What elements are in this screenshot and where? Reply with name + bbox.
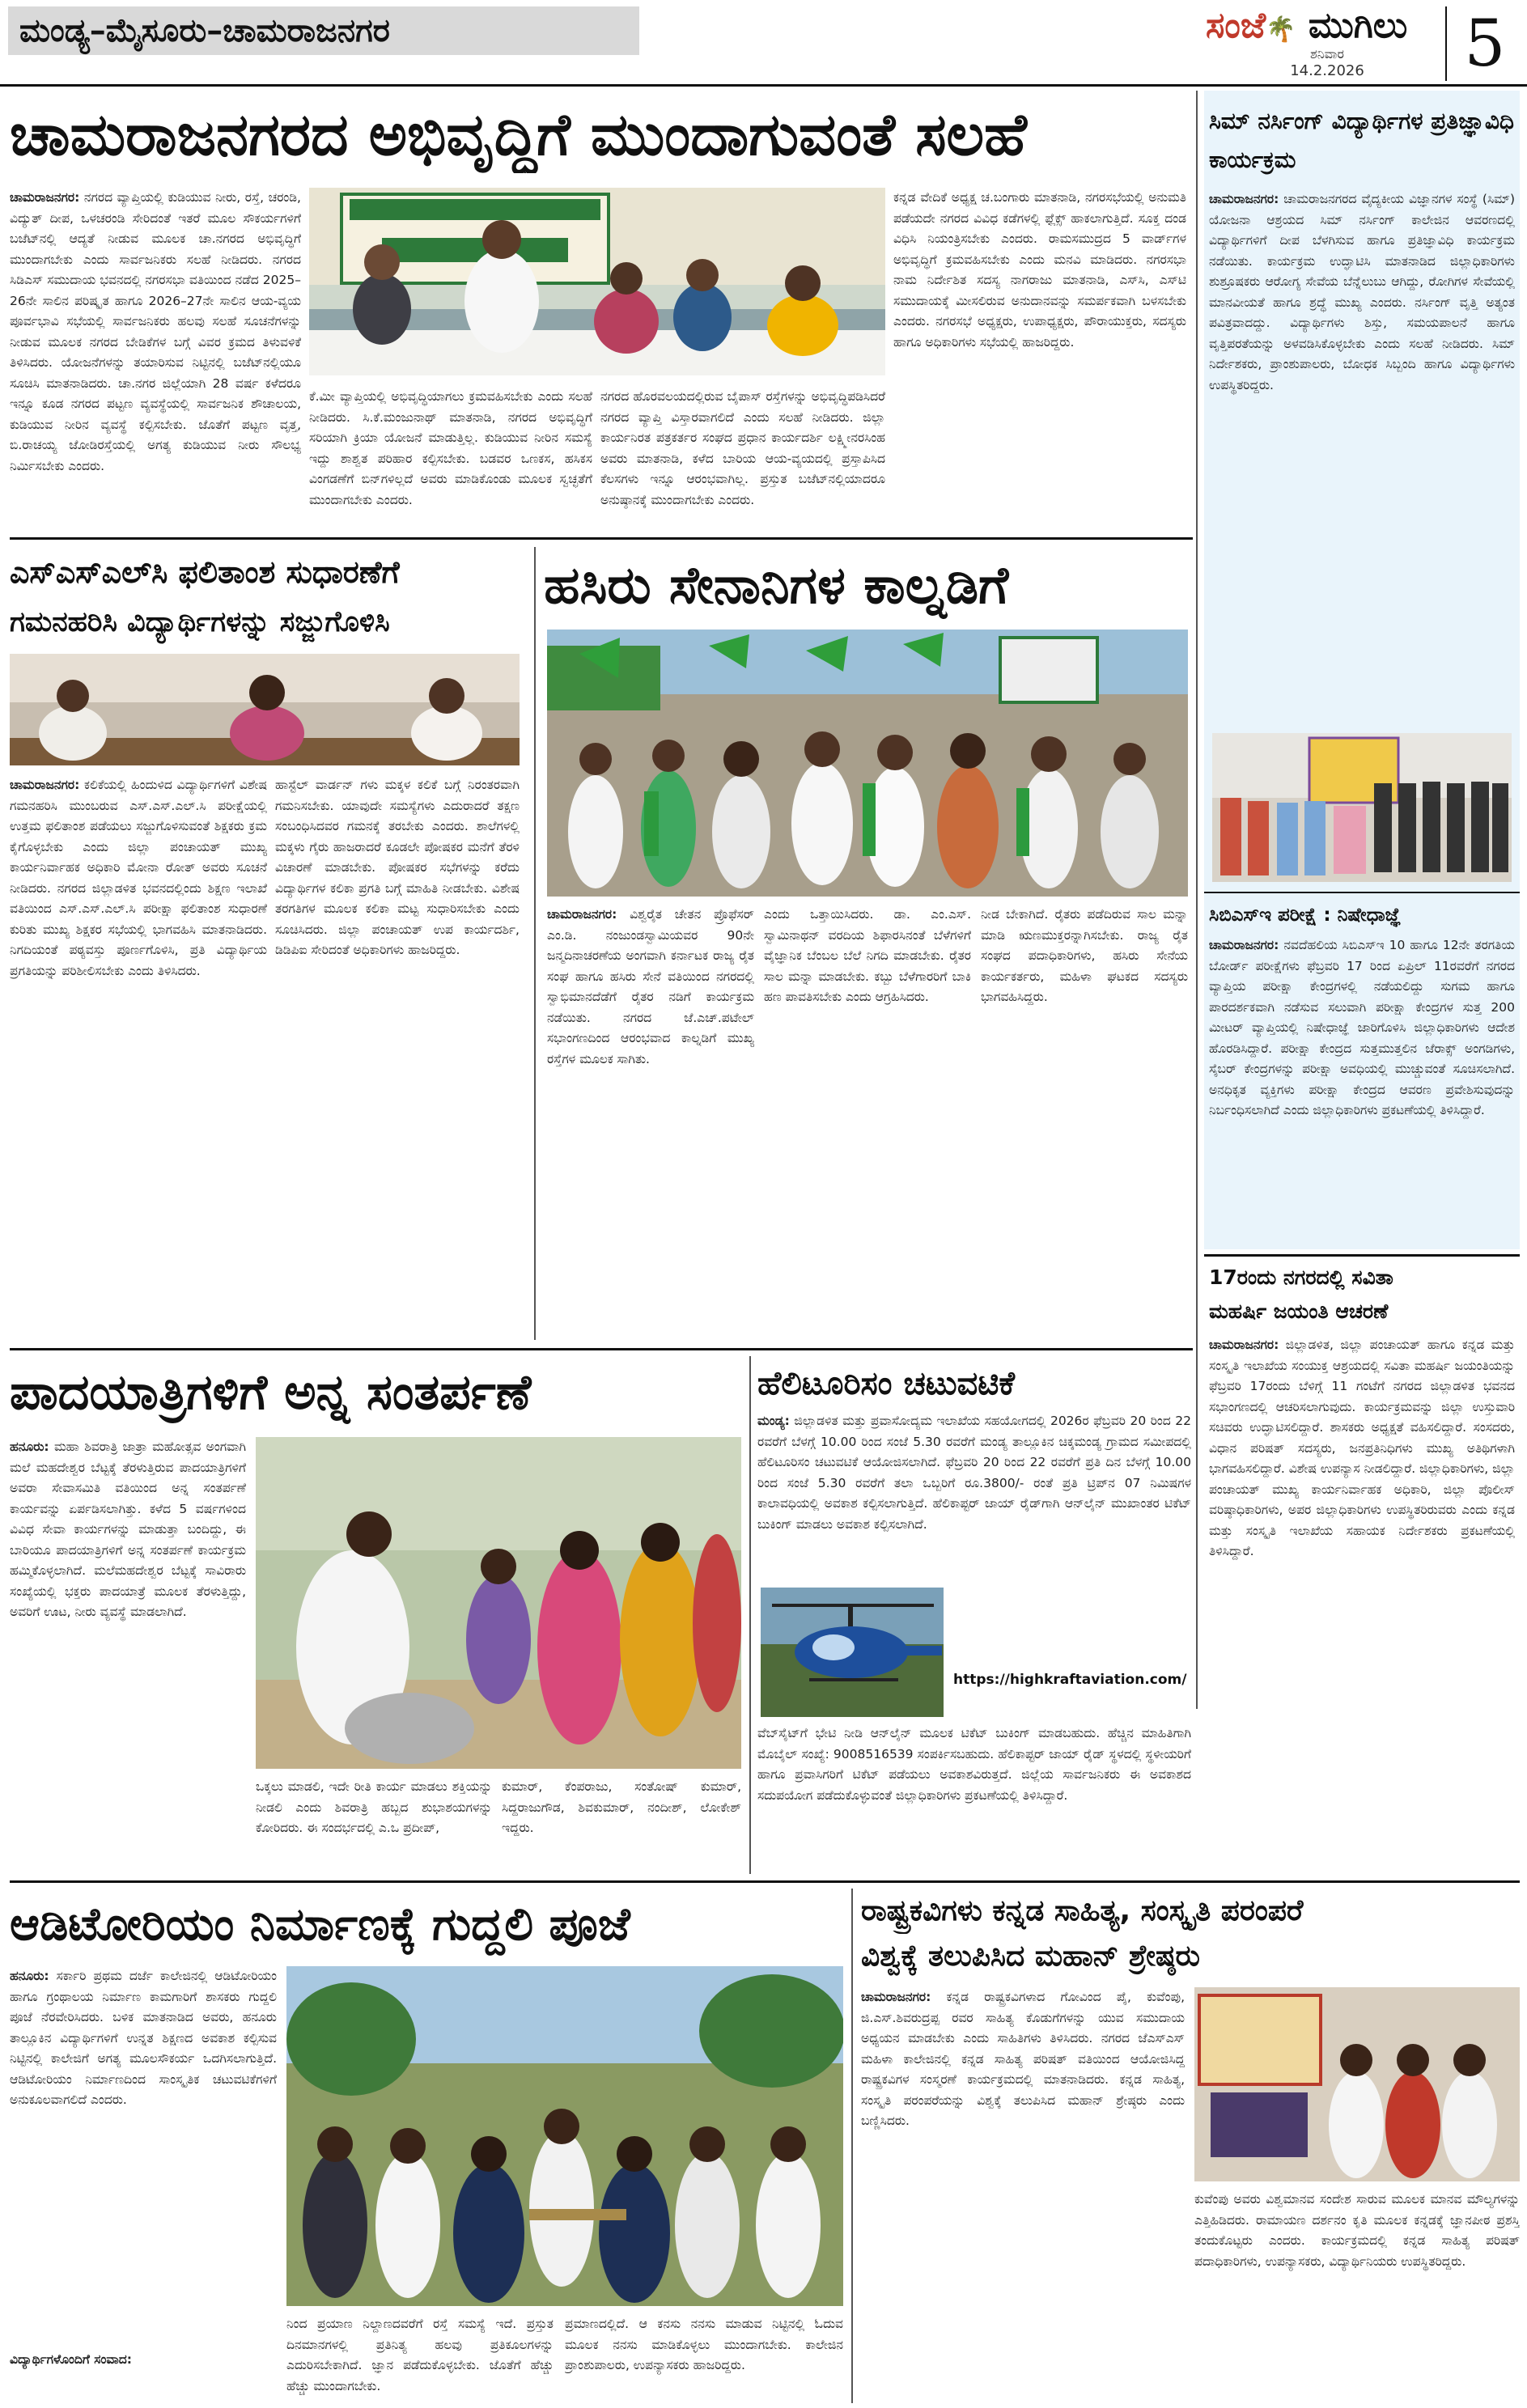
article-a8-body2 — [952, 1588, 1191, 1668]
article-a2-col1 — [10, 775, 267, 1342]
photo-a9 — [286, 1966, 843, 2306]
article-a9-col1 — [10, 1966, 277, 2347]
article-a10-text1: ಕನ್ನಡ ರಾಷ್ಟ್ರಕವಿಗಳಾದ ಗೋವಿಂದ ಪೈ, ಕುವೆಂಪು, ಜಿ.ಎಸ್.ಶಿವರುದ್ರಪ್ಪ ರವರ ಸಾಹಿತ್ಯ ಕೊಡುಗೆಗಳನ್ನು ಯುವ ಸಮುದಾಯ ಅಧ್ಯಯನ ಮಾಡಬೇಕು ಎಂದು ಸಾಹಿತಿಗಳು ತಿಳಿಸಿದರು. ನಗರದ ಜೆಎಸ್‌ಎಸ್ ಮಹಿಳಾ ಕಾಲೇಜಿನಲ್ಲಿ ಕನ್ನಡ ಸಾಹಿತ್ಯ ಪರಿಷತ್ ವತಿಯಿಂದ ಆಯೋಜಿಸಿದ್ದ ರಾಷ್ಟ್ರಕವಿಗಳ ಸಂಸ್ಮರಣೆ ಕಾರ್ಯಕ್ರಮದಲ್ಲಿ ಮಾತನಾಡಿದರು. ಕನ್ನಡ ಸಾಹಿತ್ಯ, ಸಂಸ್ಕೃತಿ ಪರಂಪರೆಯನ್ನು ವಿಶ್ವಕ್ಕೆ ತಲುಪಿಸಿದ ಮಹಾನ್ ಶ್ರೇಷ್ಠರು ಎಂದು ಬಣ್ಣಿಸಿದರು. — [861, 1990, 1185, 2128]
dateline-a7: ಹನೂರು: — [10, 1439, 49, 1454]
logo-part1: ಸಂಜೆ — [1206, 5, 1266, 46]
article-a1-col1 — [10, 188, 301, 532]
article-a5-text: ನವದೆಹಲಿಯ ಸಿಬಿಎಸ್‌ಇ 10 ಹಾಗೂ 12ನೇ ತರಗತಿಯ ಬೋರ್ಡ್ ಪರೀಕ್ಷೆಗಳು ಫೆಬ್ರವರಿ 17 ರಿಂದ ಏಪ್ರಿಲ್ 11ರವರೆಗೆ ನಗರದ ವ್ಯಾಪ್ತಿಯ ಪರೀಕ್ಷಾ ಕೇಂದ್ರಗಳಲ್ಲಿ ನಡೆಯಲಿದ್ದು ಸುಗಮ ಹಾಗೂ ಪಾರದರ್ಶಕವಾಗಿ ನಡೆಸುವ ಸಲುವಾಗಿ ಪರೀಕ್ಷಾ ಕೇಂದ್ರಗಳ ಸುತ್ತ 200 ಮೀಟರ್ ವ್ಯಾಪ್ತಿಯಲ್ಲಿ ನಿಷೇಧಾಜ್ಞೆ ಜಾರಿಗೊಳಿಸಿ ಜಿಲ್ಲಾಧಿಕಾರಿಗಳು ಆದೇಶ ಹೊರಡಿಸಿದ್ದಾರೆ. ಪರೀಕ್ಷಾ ಕೇಂದ್ರದ ಸುತ್ತಮುತ್ತಲಿನ ಜೆರಾಕ್ಸ್ ಅಂಗಡಿಗಳು, ಸೈಬರ್ ಕೇಂದ್ರಗಳನ್ನು ಪರೀಕ್ಷಾ ಅವಧಿಯಲ್ಲಿ ಮುಚ್ಚುವಂತೆ ಸೂಚಿಸಲಾಗಿದೆ. ಅನಧಿಕೃತ ವ್ಯಕ್ತಿಗಳು ಪರೀಕ್ಷಾ ಕೇಂದ್ರದ ಆವರಣ ಪ್ರವೇಶಿಸುವುದನ್ನು ನಿರ್ಬಂಧಿಸಲಾಗಿದೆ ಎಂದು ಜಿಲ್ಲಾಧಿಕಾರಿಗಳು ಪ್ರಕಟಣೆಯಲ್ಲಿ ತಿಳಿಸಿದ್ದಾರೆ. — [1209, 938, 1515, 1117]
article-a8-url[interactable]: https://highkraftaviation.com/ — [953, 1672, 1187, 1688]
dateline-a10: ಚಾಮರಾಜನಗರ: — [861, 1990, 931, 2004]
article-a7-col3: ಕುಮಾರ್, ಕೆಂಪರಾಜು, ಸಂತೋಷ್ ಕುಮಾರ್, ಸಿದ್ದರಾಜುಗೌಡ, ಶಿವಕುಮಾರ್, ನಂದೀಶ್, ಲೋಕೇಶ್ ಇದ್ದರು. — [502, 1779, 741, 1835]
photo-a8 — [761, 1588, 944, 1717]
article-a2-col2: ಹಾಸ್ಟೆಲ್ ವಾರ್ಡನ್ ಗಳು ಮಕ್ಕಳ ಕಲಿಕೆ ಬಗ್ಗೆ ನಿರಂತರವಾಗಿ ಗಮನಿಸಬೇಕು. ಯಾವುದೇ ಸಮಸ್ಯೆಗಳು ಎದುರಾದರೆ ತಕ್ಷಣ ಸಂಬಂಧಿಸಿದವರ ಗಮನಕ್ಕೆ ತರಬೇಕು ಎಂದರು. ಶಾಲೆಗಳಲ್ಲಿ ಮಕ್ಕಳು ಗೈರು ಹಾಜರಾದರೆ ಕೂಡಲೇ ಪೋಷಕರ ಮನೆಗೆ ತೆರಳಿ ವಿಚಾರಣೆ ಮಾಡಬೇಕು. ಪೋಷಕರ ಸಭೆಗಳನ್ನು ಕರೆದು ವಿದ್ಯಾರ್ಥಿಗಳ ಕಲಿಕಾ ಪ್ರಗತಿ ಬಗ್ಗೆ ಮಾಹಿತಿ ನೀಡಬೇಕು. ವಿಶೇಷ ತರಗತಿಗಳ ಮೂಲಕ ಕಲಿಕಾ ಮಟ್ಟ ಸುಧಾರಿಸಬೇಕು ಎಂದು ಸೂಚಿಸಿದರು. ಜಿಲ್ಲಾ ಪಂಚಾಯತ್ ಉಪ ಕಾರ್ಯದರ್ಶಿ, ಡಿಡಿಪಿಐ ಸೇರಿದಂತೆ ಅಧಿಕಾರಿಗಳು ಹಾಜರಿದ್ದರು. — [275, 778, 520, 957]
article-a8-text: ಜಿಲ್ಲಾಡಳಿತ ಮತ್ತು ಪ್ರವಾಸೋದ್ಯಮ ಇಲಾಖೆಯ ಸಹಯೋಗದಲ್ಲಿ 2026ರ ಫೆಬ್ರವರಿ 20 ರಿಂದ 22 ರವರೆಗೆ ಬೆಳಗ್ಗೆ 10.00 ರಿಂದ ಸಂಜೆ 5.30 ರವರೆಗೆ ಮಂಡ್ಯ ತಾಲ್ಲೂಕಿನ ಚಿಕ್ಕಮಂಡ್ಯ ಗ್ರಾಮದ ಸಮೀಪದಲ್ಲಿ ಹೆಲಿಟೂರಿಸಂ ಚಟುವಟಿಕೆ ಆಯೋಜಿಸಲಾಗಿದೆ. ಫೆಬ್ರವರಿ 20 ರಿಂದ 22 ರವರೆಗೆ ಪ್ರತಿ ದಿನ ಬೆಳಗ್ಗೆ 10.00 ರಿಂದ ಸಂಜೆ 5.30 ರವರೆಗೆ ತಲಾ ಒಬ್ಬರಿಗೆ ರೂ.3800/- ರಂತೆ ಪ್ರತಿ ಟ್ರಿಪ್‌ನ 07 ನಿಮಿಷಗಳ ಕಾಲಾವಧಿಯಲ್ಲಿ ಅವಕಾಶ ಕಲ್ಪಿಸಲಾಗುತ್ತಿದೆ. ಹೆಲಿಕಾಪ್ಟರ್ ಜಾಯ್ ರೈಡ್‌ಗಾಗಿ ಆನ್‌ಲೈನ್ ಮುಖಾಂತರ ಟಿಕೆಟ್ ಬುಕಿಂಗ್ ಮಾಡಲು ಅವಕಾಶ ಕಲ್ಪಿಸಲಾಗಿದೆ. — [757, 1414, 1191, 1532]
dateline-a3: ಚಾಮರಾಜನಗರ: — [547, 907, 617, 922]
article-a6-text: ಜಿಲ್ಲಾಡಳಿತ, ಜಿಲ್ಲಾ ಪಂಚಾಯತ್ ಹಾಗೂ ಕನ್ನಡ ಮತ್ತು ಸಂಸ್ಕೃತಿ ಇಲಾಖೆಯ ಸಂಯುಕ್ತ ಆಶ್ರಯದಲ್ಲಿ ಸವಿತಾ ಮಹರ್ಷಿ ಜಯಂತಿಯನ್ನು ಫೆಬ್ರವರಿ 17ರಂದು ಬೆಳಿಗ್ಗೆ 11 ಗಂಟೆಗೆ ನಗರದ ಜಿಲ್ಲಾಡಳಿತ ಭವನದ ಸಭಾಂಗಣದಲ್ಲಿ ಆಚರಿಸಲಾಗುವುದು. ಕಾರ್ಯಕ್ರಮವನ್ನು ಜಿಲ್ಲಾ ಉಸ್ತುವಾರಿ ಸಚಿವರು ಉದ್ಘಾಟಿಸಲಿದ್ದಾರೆ. ಶಾಸಕರು ಅಧ್ಯಕ್ಷತೆ ವಹಿಸಲಿದ್ದಾರೆ. ಸಂಸದರು, ವಿಧಾನ ಪರಿಷತ್ ಸದಸ್ಯರು, ಜನಪ್ರತಿನಿಧಿಗಳು ಮುಖ್ಯ ಅತಿಥಿಗಳಾಗಿ ಭಾಗವಹಿಸಲಿದ್ದಾರೆ. ವಿಶೇಷ ಉಪನ್ಯಾಸ ನೀಡಲಿದ್ದಾರೆ. ಜಿಲ್ಲಾಧಿಕಾರಿಗಳು, ಜಿಲ್ಲಾ ಪಂಚಾಯತ್ ಮುಖ್ಯ ಕಾರ್ಯನಿರ್ವಾಹಕ ಅಧಿಕಾರಿ, ಜಿಲ್ಲಾ ಪೊಲೀಸ್ ವರಿಷ್ಠಾಧಿಕಾರಿಗಳು, ಅಪರ ಜಿಲ್ಲಾಧಿಕಾರಿಗಳು ಉಪಸ್ಥಿತರಿರುವರು ಎಂದು ಕನ್ನಡ ಮತ್ತು ಸಂಸ್ಕೃತಿ ಇಲಾಖೆಯ ಸಹಾಯಕ ನಿರ್ದೇಶಕರು ಪ್ರಕಟಣೆಯಲ್ಲಿ ತಿಳಿಸಿದ್ದಾರೆ. — [1209, 1338, 1515, 1558]
headline-a2-line2: ಗಮನಹರಿಸಿ ವಿದ್ಯಾರ್ಥಿಗಳನ್ನು ಸಜ್ಜುಗೊಳಿಸಿ — [10, 606, 390, 638]
headline-a1: ಚಾಮರಾಜನಗರದ ಅಭಿವೃದ್ಧಿಗೆ ಮುಂದಾಗುವಂತೆ ಸಲಹೆ — [10, 100, 1027, 168]
newspaper-logo — [1206, 5, 1449, 46]
headline-a2-line1: ಎಸ್‌ಎಸ್‌ಎಲ್‌ಸಿ ಫಲಿತಾಂಶ ಸುಧಾರಣೆಗೆ — [10, 554, 400, 590]
headline-a8: ಹೆಲಿಟೂರಿಸಂ ಚಟುವಟಿಕೆ — [757, 1365, 1016, 1402]
photo-a4 — [1212, 733, 1512, 882]
headline-a6-line2: ಮಹರ್ಷಿ ಜಯಂತಿ ಆಚರಣೆ — [1209, 1299, 1389, 1323]
article-a7-text1: ಮಹಾ ಶಿವರಾತ್ರಿ ಜಾತ್ರಾ ಮಹೋತ್ಸವ ಅಂಗವಾಗಿ ಮಲೆ ಮಹದೇಶ್ವರ ಬೆಟ್ಟಕ್ಕೆ ತೆರಳುತ್ತಿರುವ ಪಾದಯಾತ್ರಿಗಳಿಗೆ ಅವರಾ ಸೇವಾಸಮಿತಿ ವತಿಯಿಂದ ಅನ್ನ ಸಂತರ್ಪಣೆ ಕಾರ್ಯವನ್ನು ಏರ್ಪಡಿಸಲಾಗಿತ್ತು. ಕಳೆದ 5 ವರ್ಷಗಳಿಂದ ವಿವಿಧ ಸೇವಾ ಕಾರ್ಯಗಳನ್ನು ಮಾಡುತ್ತಾ ಬಂದಿದ್ದು, ಈ ಬಾರಿಯೂ ಪಾದಯಾತ್ರಿಗಳಿಗೆ ಅನ್ನ ಸಂತರ್ಪಣೆ ಕಾರ್ಯಕ್ರಮ ಹಮ್ಮಿಕೊಳ್ಳಲಾಗಿದೆ. ಮಲೆಮಹದೇಶ್ವರ ಬೆಟ್ಟಕ್ಕೆ ಸಾವಿರಾರು ಸಂಖ್ಯೆಯಲ್ಲಿ ಭಕ್ತರು ಪಾದಯಾತ್ರೆ ಮೂಲಕ ತೆರಳುತ್ತಿದ್ದು, ಅವರಿಗೆ ಊಟ, ನೀರು ವ್ಯವಸ್ಥೆ ಮಾಡಲಾಗಿದೆ. — [10, 1439, 246, 1619]
headline-a7: ಪಾದಯಾತ್ರಿಗಳಿಗೆ ಅನ್ನ ಸಂತರ್ಪಣೆ — [10, 1364, 532, 1421]
article-a1-col2: ಕೆ.ಮೀ ವ್ಯಾಪ್ತಿಯಲ್ಲಿ ಅಭಿವೃದ್ಧಿಯಾಗಲು ಕ್ರಮವಹಿಸಬೇಕು ಎಂದು ಸಲಹೆ ನೀಡಿದರು. ಸಿ.ಕೆ.ಮಂಜುನಾಥ್ ಮಾತನಾಡಿ, ನಗರದ ಅಭಿವೃದ್ಧಿಗೆ ಸರಿಯಾಗಿ ಕ್ರಿಯಾ ಯೋಜನೆ ಮಾಡುತ್ತಿಲ್ಲ. ಕುಡಿಯುವ ನೀರಿನ ಸಮಸ್ಯೆ ಇದ್ದು ಶಾಶ್ವತ ಪರಿಹಾರ ಕಲ್ಪಿಸಬೇಕು. ಬಡವರ ಒಣಕಸ, ಹಸಿಕಸ ವಿಂಗಡಣೆಗೆ ಬಿನ್‌ಗಳಿಲ್ಲದೆ ಅವರು ಮಾಡಿಕೊಂಡು ಮೂಲಕ ಸ್ವಚ್ಛತೆಗೆ ಮುಂದಾಗಬೇಕು ಎಂದರು. — [309, 389, 592, 507]
dateline-a2: ಚಾಮರಾಜನಗರ: — [10, 778, 80, 792]
dateline-a9: ಹನೂರು: — [10, 1969, 49, 1983]
article-a3-text1: ವಿಶ್ವರೈತ ಚೇತನ ಪ್ರೊಫೆಸರ್ ಎಂ.ಡಿ. ನಂಜುಂಡಸ್ವಾಮಿಯವರ 90ನೇ ಜನ್ಮದಿನಾಚರಣೆಯ ಅಂಗವಾಗಿ ಕರ್ನಾಟಕ ರಾಜ್ಯ ರೈತ ಸಂಘ ಹಾಗೂ ಹಸಿರು ಸೇನೆ ವತಿಯಿಂದ ನಗರದಲ್ಲಿ ಸ್ವಾಭಿಮಾನದೆಡೆಗೆ ರೈತರ ನಡಿಗೆ ಕಾರ್ಯಕ್ರಮ ನಡೆಯಿತು. ನಗರದ ಜೆ.ಎಚ್.ಪಟೇಲ್ ಸಭಾಂಗಣದಿಂದ ಆರಂಭವಾದ ಕಾಲ್ನಡಿಗೆ ಮುಖ್ಯ ರಸ್ತೆಗಳ ಮೂಲಕ ಸಾಗಿತು. — [547, 907, 754, 1066]
article-a3-col1 — [547, 905, 754, 1342]
article-a9-col3: ಪ್ರಮಾಣದಲ್ಲಿದೆ. ಆ ಕನಸು ನನಸು ಮಾಡುವ ನಿಟ್ಟಿನಲ್ಲಿ ಓದುವ ಮೂಲಕ ನನಸು ಮಾಡಿಕೊಳ್ಳಲು ಮುಂದಾಗಬೇಕು. ಕಾಲೇಜಿನ ಪ್ರಾಂಶುಪಾಲರು, ಉಪನ್ಯಾಸಕರು ಹಾಜರಿದ್ದರು. — [565, 2317, 843, 2372]
headline-a6-line1: 17ರಂದು ನಗರದಲ್ಲಿ ಸವಿತಾ — [1209, 1265, 1393, 1289]
section-label: ಮಂಡ್ಯ–ಮೈಸೂರು–ಚಾಮರಾಜನಗರ — [8, 6, 639, 55]
article-a2-text1: ಕಲಿಕೆಯಲ್ಲಿ ಹಿಂದುಳಿದ ವಿದ್ಯಾರ್ಥಿಗಳಿಗೆ ವಿಶೇಷ ಗಮನಹರಿಸಿ ಮುಂಬರುವ ಎಸ್.ಎಸ್.ಎಲ್.ಸಿ ಪರೀಕ್ಷೆಯಲ್ಲಿ ಉತ್ತಮ ಫಲಿತಾಂಶ ಪಡೆಯಲು ಸಜ್ಜುಗೊಳಿಸುವಂತೆ ಶಿಕ್ಷಕರು ಕ್ರಮ ಕೈಗೊಳ್ಳಬೇಕು ಎಂದು ಜಿಲ್ಲಾ ಪಂಚಾಯತ್ ಮುಖ್ಯ ಕಾರ್ಯನಿರ್ವಾಹಕ ಅಧಿಕಾರಿ ಮೋನಾ ರೋತ್ ಅವರು ಸೂಚನೆ ನೀಡಿದರು. ನಗರದ ಜಿಲ್ಲಾಡಳಿತ ಭವನದಲ್ಲಿಂದು ಶಿಕ್ಷಣ ಇಲಾಖೆ ವತಿಯಿಂದ ಎಸ್.ಎಸ್.ಎಲ್.ಸಿ ಪರೀಕ್ಷಾ ಫಲಿತಾಂಶ ಸುಧಾರಣೆ ಕುರಿತು ಮುಖ್ಯ ಶಿಕ್ಷಕರ ಸಭೆಯಲ್ಲಿ ಭಾಗವಹಿಸಿ ಮಾತನಾಡಿದರು. ನಿಗದಿಯಂತೆ ಪಠ್ಯವಸ್ತು ಪೂರ್ಣಗೊಳಿಸಿ, ಪ್ರತಿ ವಿದ್ಯಾರ್ಥಿಯ ಪ್ರಗತಿಯನ್ನು ಪರಿಶೀಲಿಸಬೇಕು ಎಂದು ತಿಳಿಸಿದರು. — [10, 778, 267, 978]
headline-a3: ಹಸಿರು ಸೇನಾನಿಗಳ ಕಾಲ್ನಡಿಗೆ — [544, 556, 1009, 616]
article-a5-body — [1209, 935, 1515, 1246]
palm-tree-icon: 🌴 — [1266, 15, 1296, 44]
photo-a1 — [309, 188, 885, 375]
masthead — [1206, 5, 1449, 83]
article-a6-body — [1209, 1335, 1515, 1982]
headline-a4: ಸಿಮ್ ನರ್ಸಿಂಗ್ ವಿದ್ಯಾರ್ಥಿಗಳ ಪ್ರತಿಜ್ಞಾವಿಧಿ ಕಾರ್ಯಕ್ರಮ — [1209, 108, 1514, 173]
issue-date: 14.2.2026 — [1290, 62, 1364, 79]
page-number: 5 — [1464, 6, 1506, 81]
headline-a5: ಸಿಬಿಎಸ್‌ಇ ಪರೀಕ್ಷೆ : ನಿಷೇಧಾಜ್ಞೆ — [1209, 905, 1402, 926]
article-a8-body — [757, 1411, 1191, 1581]
article-a1-text1: ನಗರದ ವ್ಯಾಪ್ತಿಯಲ್ಲಿ ಕುಡಿಯುವ ನೀರು, ರಸ್ತೆ, ಚರಂಡಿ, ವಿದ್ಯುತ್ ದೀಪ, ಒಳಚರಂಡಿ ಸೇರಿದಂತೆ ಇತರೆ ಮೂಲ ಸೌಕರ್ಯಗಳಿಗೆ ಬಜೆಟ್‌ನಲ್ಲಿ ಆದ್ಯತೆ ನೀಡುವ ಮೂಲಕ ಚಾ.ನಗರದ ಅಭಿವೃದ್ಧಿಗೆ ಮುಂದಾಗಬೇಕು ಎಂದು ಸಾರ್ವಜನಿಕರು ಸಲಹೆ ನೀಡಿದರು. ನಗರದ ಸಿಡಿಎಸ್ ಸಮುದಾಯ ಭವನದಲ್ಲಿ ನಗರಸಭಾ ವತಿಯಿಂದ ನಡೆದ 2025–26ನೇ ಸಾಲಿನ ಪರಿಷ್ಕೃತ ಹಾಗೂ 2026–27ನೇ ಸಾಲಿನ ಆಯ-ವ್ಯಯ ಪೂರ್ವಭಾವಿ ಸಭೆಯಲ್ಲಿ ಸಾರ್ವಜನಿಕರು ಹಲವು ಸಲಹೆ ಸೂಚನೆಗಳನ್ನು ನೀಡುವ ಮೂಲಕ ನಗರದ ಬೇಡಿಕೆಗಳ ಬಗ್ಗೆ ವಿವರ ಕ್ರಮದ ತಿಳುವಳಿಕೆ ತಿಳಿಸಿದರು. ಯೋಜನೆಗಳನ್ನು ತಯಾರಿಸುವ ನಿಟ್ಟಿನಲ್ಲಿ ಬಜೆಟ್‌ನಲ್ಲಿಯೂ ಸೂಚಿಸಿ ಮಾತನಾಡಿದರು. ಚಾ.ನಗರ ಜಿಲ್ಲೆಯಾಗಿ 28 ವರ್ಷ ಕಳೆದರೂ ಇನ್ನೂ ಕೂಡ ನಗರದ ಪಟ್ಟಣ ವ್ಯವಸ್ಥೆಯಲ್ಲಿ ಸಾರ್ವಜನಿಕ ಶೌಚಾಲಯ, ಕುಡಿಯುವ ನೀರಿನ ವ್ಯವಸ್ಥೆ ಕಲ್ಪಿಸಬೇಕು. ಜೊತೆಗೆ ಪಟ್ಟಣ ವೃತ್ತ, ಬಿ.ರಾಚಯ್ಯ ಜೋಡಿರಸ್ತೆಯಲ್ಲಿ ಅಗತ್ಯ ಕುಡಿಯುವ ನೀರು ಸೌಲಭ್ಯ ನಿರ್ಮಿಸಬೇಕು ಎಂದರು. — [10, 190, 301, 473]
headline-a9: ಆಡಿಟೋರಿಯಂ ನಿರ್ಮಾಣಕ್ಕೆ ಗುದ್ದಲಿ ಪೂಜೆ — [10, 1898, 630, 1951]
article-a4-body — [1209, 189, 1515, 723]
dateline-a4: ಚಾಮರಾಜನಗರ: — [1209, 192, 1279, 206]
dateline-a5: ಚಾಮರಾಜನಗರ: — [1209, 938, 1279, 952]
issue-day: ಶನಿವಾರ — [1309, 46, 1345, 61]
article-a8-text2: ವೆಬ್‌ಸೈಟ್‌ಗೆ ಭೇಟಿ ನೀಡಿ ಆನ್‌ಲೈನ್ ಮೂಲಕ ಟಿಕೆಟ್ ಬುಕಿಂಗ್ ಮಾಡಬಹುದು. ಹೆಚ್ಚಿನ ಮಾಹಿತಿಗಾಗಿ ಮೊಬೈಲ್ ಸಂಖ್ಯೆ: 9008516539 ಸಂಪರ್ಕಿಸಬಹುದು. ಹೆಲಿಕಾಪ್ಟರ್ ಜಾಯ್ ರೈಡ್ ಸ್ಥಳದಲ್ಲಿ ಸ್ಥಳೀಯರಿಗೆ ಹಾಗೂ ಪ್ರವಾಸಿಗರಿಗೆ ಟಿಕೆಟ್ ಪಡೆಯಲು ಅವಕಾಶವಿರುತ್ತದೆ. ಜಿಲ್ಲೆಯ ಸಾರ್ವಜನಿಕರು ಈ ಅವಕಾಶದ ಸದುಪಯೋಗ ಪಡೆದುಕೊಳ್ಳುವಂತೆ ಜಿಲ್ಲಾಧಿಕಾರಿಗಳು ಪ್ರಕಟಣೆಯಲ್ಲಿ ತಿಳಿಸಿದ್ದಾರೆ. — [757, 1726, 1191, 1803]
article-a1-col3: ನಗರದ ಹೊರವಲಯದಲ್ಲಿರುವ ಬೈಪಾಸ್ ರಸ್ತೆಗಳನ್ನು ಅಭಿವೃದ್ಧಿಪಡಿಸಿದರೆ ನಗರದ ವ್ಯಾಪ್ತಿ ವಿಸ್ತಾರವಾಗಲಿದೆ ಎಂದು ಸಲಹೆ ನೀಡಿದರು. ಜಿಲ್ಲಾ ಕಾರ್ಯನಿರತ ಪತ್ರಕರ್ತರ ಸಂಘದ ಪ್ರಧಾನ ಕಾರ್ಯದರ್ಶಿ ಲಕ್ಷ್ಮೀನರಸಿಂಹ ಅವರು ಮಾತನಾಡಿ, ಕಳೆದ ಬಾರಿಯ ಆಯ-ವ್ಯಯದಲ್ಲಿ ಪ್ರಸ್ತಾಪಿಸಿದ ಕೆಲಸಗಳು ಇನ್ನೂ ಆರಂಭವಾಗಿಲ್ಲ. ಪ್ರಸ್ತುತ ಬಜೆಟ್‌ನಲ್ಲಿಯಾದರೂ ಅನುಷ್ಠಾನಕ್ಕೆ ಮುಂದಾಗಬೇಕು ಎಂದರು. — [600, 389, 885, 507]
photo-a2 — [10, 654, 520, 765]
headline-a10-line1: ರಾಷ್ಟ್ರಕವಿಗಳು ಕನ್ನಡ ಸಾಹಿತ್ಯ, ಸಂಸ್ಕೃತಿ ಪರಂಪರೆ — [861, 1894, 1304, 1927]
article-a9-col2: ನಿಂದ ಪ್ರಯಾಣ ನಿಲ್ದಾಣದವರೆಗೆ ರಸ್ತೆ ಸಮಸ್ಯೆ ಇದೆ. ಪ್ರಸ್ತುತ ದಿನಮಾನಗಳಲ್ಲಿ ಪ್ರತಿನಿತ್ಯ ಹಲವು ಪ್ರತಿಕೂಲಗಳನ್ನು ಎದುರಿಸಬೇಕಾಗಿದೆ. ಜ್ಞಾನ ಪಡೆದುಕೊಳ್ಳಬೇಕು. ಜೊತೆಗೆ ಹೆಚ್ಚು ಹೆಚ್ಚು ಮುಂದಾಗಬೇಕು. — [286, 2317, 554, 2393]
article-a10-col2: ಕುವೆಂಪು ಅವರು ವಿಶ್ವಮಾನವ ಸಂದೇಶ ಸಾರುವ ಮೂಲಕ ಮಾನವ ಮೌಲ್ಯಗಳನ್ನು ಎತ್ತಿಹಿಡಿದರು. ರಾಮಾಯಣ ದರ್ಶನಂ ಕೃತಿ ಮೂಲಕ ಕನ್ನಡಕ್ಕೆ ಜ್ಞಾನಪೀಠ ಪ್ರಶಸ್ತಿ ತಂದುಕೊಟ್ಟರು ಎಂದರು. ಕಾರ್ಯಕ್ರಮದಲ್ಲಿ ಕನ್ನಡ ಸಾಹಿತ್ಯ ಪರಿಷತ್ ಪದಾಧಿಕಾರಿಗಳು, ಉಪನ್ಯಾಸಕರು, ವಿದ್ಯಾರ್ಥಿನಿಯರು ಉಪಸ್ಥಿತರಿದ್ದರು. — [1194, 2192, 1520, 2269]
dateline-a1: ಚಾಮರಾಜನಗರ: — [10, 190, 80, 205]
photo-a3 — [547, 630, 1188, 897]
article-a9-text1: ಸರ್ಕಾರಿ ಪ್ರಥಮ ದರ್ಜೆ ಕಾಲೇಜಿನಲ್ಲಿ ಆಡಿಟೋರಿಯಂ ಹಾಗೂ ಗ್ರಂಥಾಲಯ ನಿರ್ಮಾಣ ಕಾಮಗಾರಿಗೆ ಶಾಸಕರು ಗುದ್ದಲಿ ಪೂಜೆ ನೆರವೇರಿಸಿದರು. ಬಳಿಕ ಮಾತನಾಡಿದ ಅವರು, ಹನೂರು ತಾಲ್ಲೂಕಿನ ವಿದ್ಯಾರ್ಥಿಗಳಿಗೆ ಉನ್ನತ ಶಿಕ್ಷಣದ ಅವಕಾಶ ಕಲ್ಪಿಸುವ ನಿಟ್ಟಿನಲ್ಲಿ ಕಾಲೇಜಿಗೆ ಅಗತ್ಯ ಮೂಲಸೌಕರ್ಯ ಒದಗಿಸಲಾಗುತ್ತಿದೆ. ಆಡಿಟೋರಿಯಂ ನಿರ್ಮಾಣದಿಂದ ಸಾಂಸ್ಕೃತಿಕ ಚಟುವಟಿಕೆಗಳಿಗೆ ಅನುಕೂಲವಾಗಲಿದೆ ಎಂದರು. — [10, 1969, 277, 2107]
article-a9-subhead: ವಿದ್ಯಾರ್ಥಿಗಳೊಂದಿಗೆ ಸಂವಾದ: — [10, 2352, 132, 2367]
logo-part2: ಮುಗಿಲು — [1308, 5, 1408, 46]
article-a3-col3: ನೀಡ ಬೇಕಾಗಿದೆ. ರೈತರು ಪಡೆದಿರುವ ಸಾಲ ಮನ್ನಾ ಮಾಡಿ ಋಣಮುಕ್ತರನ್ನಾಗಿಸಬೇಕು. ರಾಜ್ಯ ರೈತ ಸಂಘದ ಪದಾಧಿಕಾರಿಗಳು, ಹಸಿರು ಸೇನೆಯ ಕಾರ್ಯಕರ್ತರು, ಮಹಿಳಾ ಘಟಕದ ಸದಸ್ಯರು ಭಾಗವಹಿಸಿದ್ದರು. — [981, 907, 1188, 1004]
dateline-a8: ಮಂಡ್ಯ: — [757, 1414, 790, 1428]
article-a1-col4: ಕನ್ನಡ ವೇದಿಕೆ ಅಧ್ಯಕ್ಷ ಚ.ಬಂಗಾರು ಮಾತನಾಡಿ, ನಗರಸಭೆಯಲ್ಲಿ ಅನುಮತಿ ಪಡೆಯದೇ ನಗರದ ವಿವಿಧ ಕಡೆಗಳಲ್ಲಿ ಫ್ಲೆಕ್ಸ್ ಹಾಕಲಾಗುತ್ತಿದೆ. ಸೂಕ್ತ ದಂಡ ವಿಧಿಸಿ ನಿಯಂತ್ರಿಸಬೇಕು ಎಂದರು. ರಾಮಸಮುದ್ರದ 5 ವಾರ್ಡ್‌ಗಳ ಅಭಿವೃದ್ಧಿಗೆ ಕ್ರಮವಹಿಸಬೇಕು ಎಂದು ಮನವಿ ಮಾಡಿದರು. ನಗರಸಭಾ ನಾಮ ನಿರ್ದೇಶಿತ ಸದಸ್ಯ ನಾಗರಾಜು ಮಾತನಾಡಿ, ಎಸ್‌ಸಿ, ಎಸ್‌ಟಿ ಸಮುದಾಯಕ್ಕೆ ಮೀಸಲಿರುವ ಅನುದಾನವನ್ನು ಸಮರ್ಪಕವಾಗಿ ಬಳಸಬೇಕು ಎಂದರು. ನಗರಸಭೆ ಅಧ್ಯಕ್ಷರು, ಉಪಾಧ್ಯಕ್ಷರು, ಪೌರಾಯುಕ್ತರು, ಸದಸ್ಯರು ಹಾಗೂ ಅಧಿಕಾರಿಗಳು ಸಭೆಯಲ್ಲಿ ಹಾಜರಿದ್ದರು. — [893, 190, 1186, 350]
article-a10-col1 — [861, 1987, 1185, 2403]
article-a3-col2: ಎಂದು ಒತ್ತಾಯಿಸಿದರು. ಡಾ. ಎಂ.ಎಸ್. ಸ್ವಾಮಿನಾಥನ್ ವರದಿಯ ಶಿಫಾರಸಿನಂತೆ ಬೆಳೆಗಳಿಗೆ ವೈಜ್ಞಾನಿಕ ಬೆಂಬಲ ಬೆಲೆ ನಿಗದಿ ಮಾಡಬೇಕು. ರೈತರ ಸಾಲ ಮನ್ನಾ ಮಾಡಬೇಕು. ಕಬ್ಬು ಬೆಳೆಗಾರರಿಗೆ ಬಾಕಿ ಹಣ ಪಾವತಿಸಬೇಕು ಎಂದು ಆಗ್ರಹಿಸಿದರು. — [764, 907, 971, 1004]
dateline-a6: ಚಾಮರಾಜನಗರ: — [1209, 1338, 1279, 1352]
article-a7-col2: ಒಕ್ಕಲು ಮಾಡಲಿ, ಇದೇ ರೀತಿ ಕಾರ್ಯ ಮಾಡಲು ಶಕ್ತಿಯನ್ನು ನೀಡಲಿ ಎಂದು ಶಿವರಾತ್ರಿ ಹಬ್ಬದ ಶುಭಾಶಯಗಳನ್ನು ಕೋರಿದರು. ಈ ಸಂದರ್ಭದಲ್ಲಿ ಎ.ಒ ಪ್ರದೀಪ್, — [256, 1779, 492, 1835]
masthead-rule — [0, 84, 1527, 87]
photo-a7 — [256, 1437, 741, 1769]
photo-a10 — [1194, 1987, 1520, 2181]
article-a4-text: ಚಾಮರಾಜನಗರದ ವೈದ್ಯಕೀಯ ವಿಜ್ಞಾನಗಳ ಸಂಸ್ಥೆ (ಸಿಮ್) ಯೋಜನಾ ಆಶ್ರಯದ ಸಿಮ್ ನರ್ಸಿಂಗ್ ಕಾಲೇಜಿನ ಆವರಣದಲ್ಲಿ ವಿದ್ಯಾರ್ಥಿಗಳಿಗೆ ದೀಪ ಬೆಳಗಿಸುವ ಹಾಗೂ ಪ್ರತಿಜ್ಞಾವಿಧಿ ಕಾರ್ಯಕ್ರಮ ನಡೆಯಿತು. ಕಾರ್ಯಕ್ರಮ ಉದ್ಘಾಟಿಸಿ ಮಾತನಾಡಿದ ಜಿಲ್ಲಾಧಿಕಾರಿಗಳು ಶುಶ್ರೂಷಕರು ಆರೋಗ್ಯ ಸೇವೆಯ ಬೆನ್ನೆಲುಬು ಆಗಿದ್ದು, ರೋಗಿಗಳ ಸೇವೆಯಲ್ಲಿ ಮಾನವೀಯತೆ ಹಾಗೂ ಶ್ರದ್ಧೆ ಮುಖ್ಯ ಎಂದರು. ನರ್ಸಿಂಗ್ ವೃತ್ತಿ ಅತ್ಯಂತ ಪವಿತ್ರವಾದದ್ದು. ವಿದ್ಯಾರ್ಥಿಗಳು ಶಿಸ್ತು, ಸಮಯಪಾಲನೆ ಹಾಗೂ ವೃತ್ತಿಪರತೆಯನ್ನು ಅಳವಡಿಸಿಕೊಳ್ಳಬೇಕು ಎಂದು ಸಲಹೆ ನೀಡಿದರು. ಸಿಮ್ ನಿರ್ದೇಶಕರು, ಪ್ರಾಂಶುಪಾಲರು, ಬೋಧಕ ಸಿಬ್ಬಂದಿ ಹಾಗೂ ವಿದ್ಯಾರ್ಥಿಗಳು ಉಪಸ್ಥಿತರಿದ್ದರು. — [1209, 192, 1515, 392]
headline-a10-line2: ವಿಶ್ವಕ್ಕೆ ತಲುಪಿಸಿದ ಮಹಾನ್ ಶ್ರೇಷ್ಠರು — [861, 1940, 1200, 1973]
